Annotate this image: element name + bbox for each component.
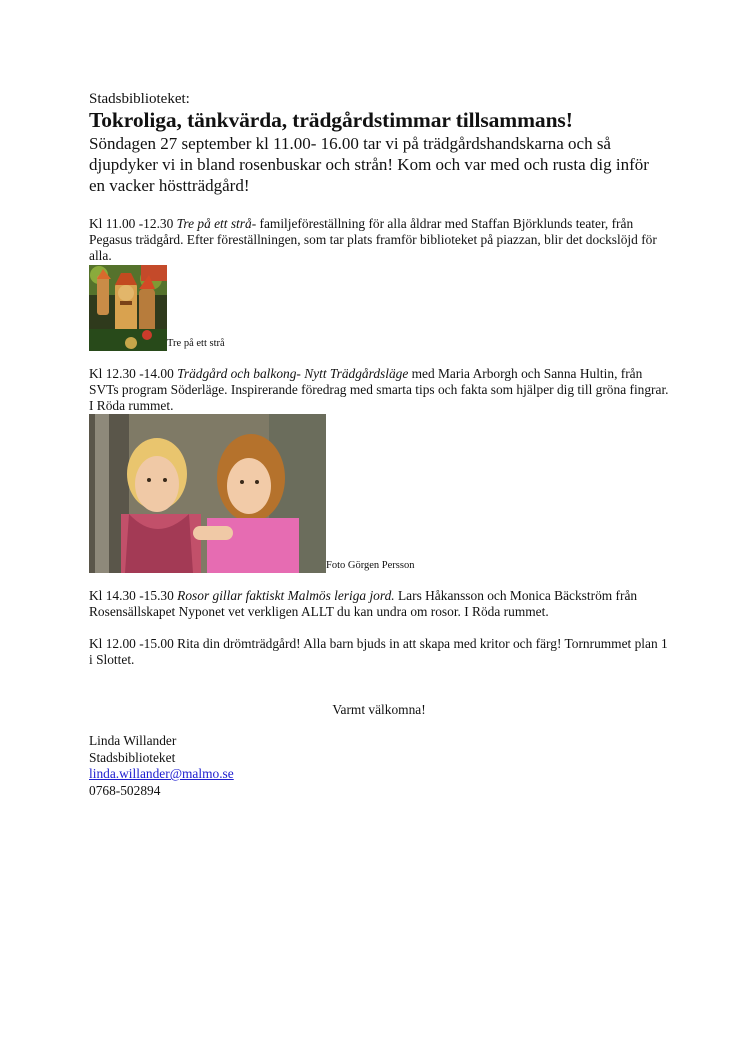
press-release xyxy=(89,90,669,799)
signature-org: Stadsbiblioteket xyxy=(89,749,176,765)
puppet-caption: Tre på ett strå xyxy=(167,337,225,349)
event-1-time: Kl 11.00 -12.30 xyxy=(89,216,177,231)
event-3-time: Kl 14.30 -15.30 xyxy=(89,588,178,604)
closing-greeting: Varmt välkomna! xyxy=(332,702,426,718)
puppet-photo xyxy=(89,265,167,351)
puppet-figure xyxy=(89,265,669,351)
event-1-title: Tre på ett strå xyxy=(176,216,252,231)
event-4 xyxy=(89,636,669,668)
presenters-photo xyxy=(89,414,326,573)
event-3-text: Lars Håkansson och Monica Bäckström från Rosensällskapet Nyponet vet verkligen ALLT du kan undra om rosor. I Röda rummet. xyxy=(89,588,638,620)
signature-name: Linda Willander xyxy=(89,733,177,749)
event-1-text: - familjeföreställning för alla åldrar med Staffan Björklunds teater, från Pegasus trädgård. Efter föreställningen, som tar plats framför biblioteket på piazzan, blir det dockslöjd för alla. xyxy=(89,216,657,264)
kicker: Stadsbiblioteket: xyxy=(89,91,190,107)
photo-credit: Foto Görgen Persson xyxy=(326,560,415,572)
signature-phone: 0768-502894 xyxy=(89,782,161,798)
event-2 xyxy=(89,366,669,415)
event-4-text: Rita din drömträdgård! Alla barn bjuds in att skapa med kritor och färg! Tornrummet plan 1 i Slottet. xyxy=(89,635,668,667)
headline: Tokroliga, tänkvärda, trädgårdstimmar tillsammans! xyxy=(89,108,573,132)
event-2-time: Kl 12.30 -14.00 xyxy=(89,365,178,381)
event-1 xyxy=(89,216,669,265)
lead-paragraph: Söndagen 27 september kl 11.00- 16.00 tar vi på trädgårdshandskarna och så djupdyker vi in bland rosenbuskar och strån! Kom och var med och rusta dig inför en vacker höstträdgård! xyxy=(89,134,649,195)
event-2-text: med Maria Arborgh och Sanna Hultin, från SVTs program Söderläge. Inspirerande föredrag med smarta tips och fakta som hjälper dig till gröna fingrar. I Röda rummet. xyxy=(89,365,669,414)
event-4-time: Kl 12.00 -15.00 xyxy=(89,635,178,651)
email-link[interactable]: linda.willander@malmo.se xyxy=(89,766,234,782)
event-3 xyxy=(89,588,669,620)
event-2-title: Trädgård och balkong- Nytt Trädgårdsläge xyxy=(177,365,409,381)
presenters-figure xyxy=(89,414,669,573)
event-3-title: Rosor gillar faktiskt Malmös leriga jord. xyxy=(177,588,395,604)
